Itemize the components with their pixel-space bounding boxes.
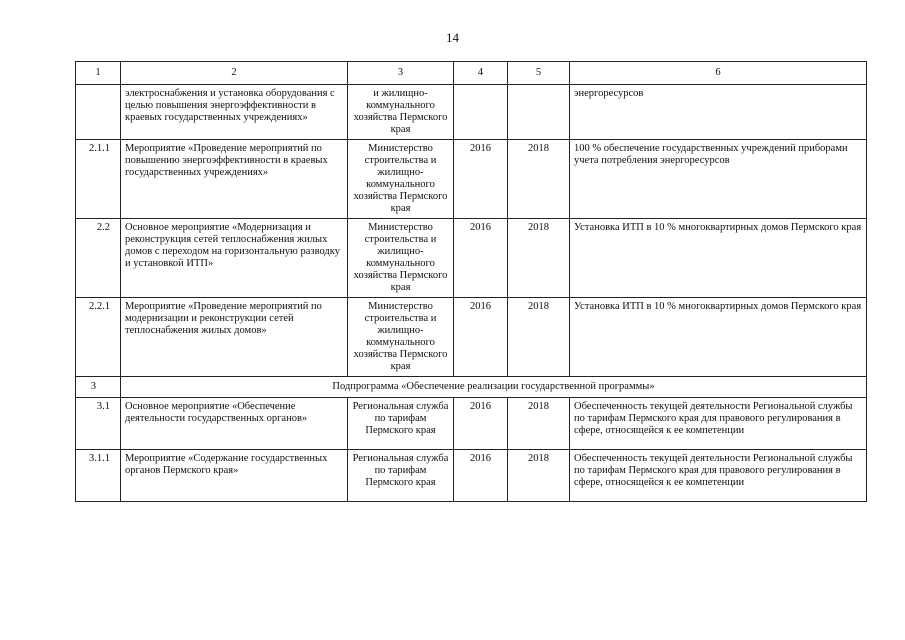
header-cell: 3 — [348, 62, 454, 85]
table-row — [76, 219, 867, 298]
page-number: 14 — [446, 30, 459, 45]
row-result: Обеспеченность текущей деятельности Региональной службы по тарифам Пермского края для правового регулирования в сфере, относящейся к ее компетенции — [570, 398, 867, 450]
row-result: Обеспеченность текущей деятельности Региональной службы по тарифам Пермского края для правового регулирования в сфере, относящейся к ее компетенции — [570, 450, 867, 502]
row-executor: и жилищно-коммунального хозяйства Пермского края — [348, 85, 454, 140]
header-cell: 1 — [76, 62, 121, 85]
table-header-row — [76, 62, 867, 85]
table-row — [76, 450, 867, 502]
program-table — [75, 61, 867, 502]
row-start-year: 2016 — [454, 219, 508, 298]
row-start-year: 2016 — [454, 298, 508, 377]
row-number: 3.1.1 — [76, 450, 121, 502]
row-executor: Региональная служба по тарифам Пермского края — [348, 450, 454, 502]
header-cell: 5 — [508, 62, 570, 85]
row-number: 2.1.1 — [76, 140, 121, 219]
row-result: Установка ИТП в 10 % многоквартирных домов Пермского края — [570, 298, 867, 377]
row-end-year — [508, 85, 570, 140]
row-executor: Региональная служба по тарифам Пермского края — [348, 398, 454, 450]
row-name: Основное мероприятие «Обеспечение деятельности государственных органов» — [121, 398, 348, 450]
section-number: 3 — [76, 377, 121, 398]
row-result: 100 % обеспечение государственных учреждений приборами учета потребления энергоресурсов — [570, 140, 867, 219]
header-cell: 6 — [570, 62, 867, 85]
section-title: Подпрограмма «Обеспечение реализации государственной программы» — [121, 377, 867, 398]
row-name: электроснабжения и установка оборудования с целью повышения энергоэффективности в краевых государственных учреждениях» — [121, 85, 348, 140]
row-start-year: 2016 — [454, 398, 508, 450]
row-name: Основное мероприятие «Модернизация и реконструкция сетей теплоснабжения жилых домов с переходом на горизонтальную разводку и установкой ИТП» — [121, 219, 348, 298]
table-row — [76, 85, 867, 140]
row-number: 2.2 — [76, 219, 121, 298]
row-end-year: 2018 — [508, 298, 570, 377]
section-row — [76, 377, 867, 398]
row-end-year: 2018 — [508, 450, 570, 502]
table-row — [76, 398, 867, 450]
row-executor: Министерство строительства и жилищно-коммунального хозяйства Пермского края — [348, 219, 454, 298]
row-end-year: 2018 — [508, 219, 570, 298]
table-row — [76, 140, 867, 219]
row-end-year: 2018 — [508, 398, 570, 450]
row-executor: Министерство строительства и жилищно-коммунального хозяйства Пермского края — [348, 140, 454, 219]
row-result: Установка ИТП в 10 % многоквартирных домов Пермского края — [570, 219, 867, 298]
row-end-year: 2018 — [508, 140, 570, 219]
row-number: 2.2.1 — [76, 298, 121, 377]
row-start-year: 2016 — [454, 140, 508, 219]
row-number — [76, 85, 121, 140]
row-number: 3.1 — [76, 398, 121, 450]
row-name: Мероприятие «Содержание государственных органов Пермского края» — [121, 450, 348, 502]
row-name: Мероприятие «Проведение мероприятий по повышению энергоэффективности в краевых государственных учреждениях» — [121, 140, 348, 219]
row-name: Мероприятие «Проведение мероприятий по модернизации и реконструкции сетей теплоснабжения жилых домов» — [121, 298, 348, 377]
row-result: энергоресурсов — [570, 85, 867, 140]
table-row — [76, 298, 867, 377]
row-executor: Министерство строительства и жилищно-коммунального хозяйства Пермского края — [348, 298, 454, 377]
header-cell: 4 — [454, 62, 508, 85]
header-cell: 2 — [121, 62, 348, 85]
row-start-year — [454, 85, 508, 140]
row-start-year: 2016 — [454, 450, 508, 502]
